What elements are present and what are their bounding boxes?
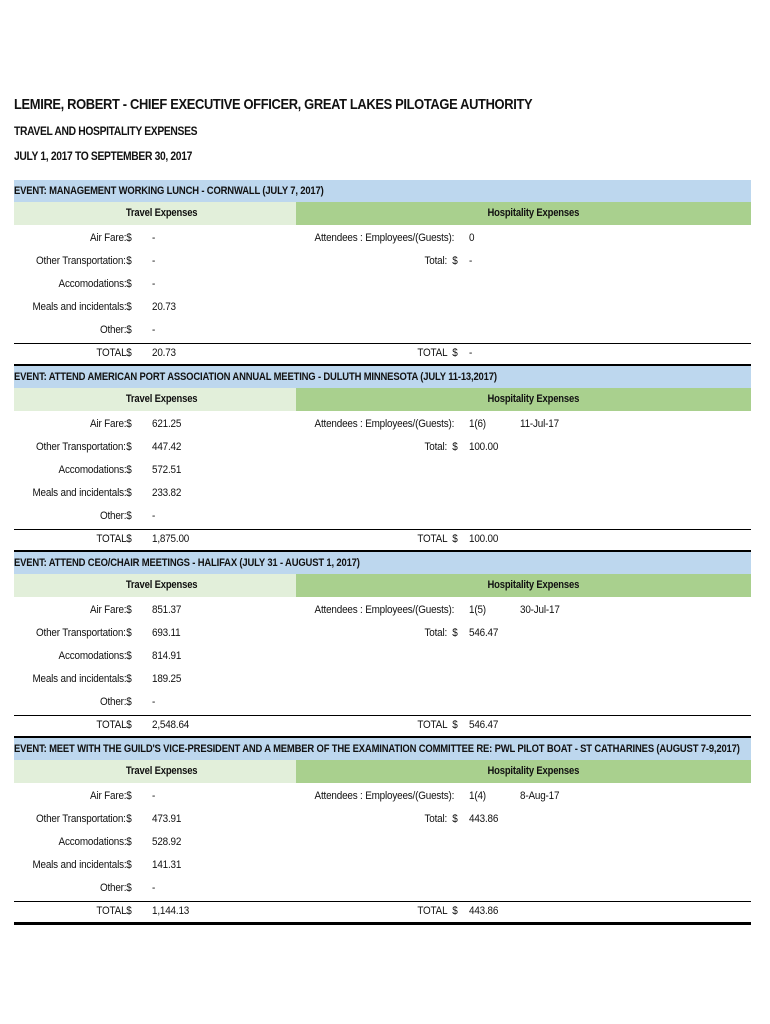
currency-symbol: $ (126, 882, 132, 894)
air-fare-label: Air Fare: (89, 232, 126, 244)
currency-symbol: $ (452, 905, 458, 917)
event-block (14, 738, 751, 924)
report-period: JULY 1, 2017 TO SEPTEMBER 30, 2017 (14, 149, 192, 163)
other-transportation-label: Other Transportation: (36, 441, 126, 453)
hospitality-date: 11-Jul-17 (520, 418, 559, 430)
currency-symbol: $ (126, 790, 132, 802)
hospitality-expenses-header: Hospitality Expenses (487, 579, 580, 591)
hospitality-grand-total-value: 546.47 (469, 719, 499, 731)
travel-expenses-header: Travel Expenses (125, 765, 198, 777)
air-fare-label: Air Fare: (89, 418, 126, 430)
other-value: - (152, 510, 156, 522)
hospitality-grand-total-value: 100.00 (469, 533, 499, 545)
air-fare-label: Air Fare: (89, 604, 126, 616)
attendees-value: 1(6) (469, 418, 486, 430)
other-label: Other: (99, 324, 126, 336)
air-fare-value: - (152, 232, 156, 244)
currency-symbol: $ (126, 533, 132, 545)
attendees-value: 0 (469, 232, 475, 244)
event-block (14, 366, 751, 552)
other-transportation-label: Other Transportation: (36, 813, 126, 825)
travel-expenses-header: Travel Expenses (125, 207, 198, 219)
currency-symbol: $ (126, 487, 132, 499)
hospitality-date: 30-Jul-17 (520, 604, 560, 616)
currency-symbol: $ (126, 604, 132, 616)
other-transportation-value: 473.91 (152, 813, 182, 825)
currency-symbol: $ (126, 324, 132, 336)
travel-expenses-header: Travel Expenses (125, 393, 198, 405)
hospitality-total-value: 546.47 (469, 627, 499, 639)
other-transportation-label: Other Transportation: (36, 627, 126, 639)
attendees-label: Attendees : Employees/(Guests): (314, 232, 455, 244)
attendees-value: 1(5) (469, 604, 486, 616)
currency-symbol: $ (126, 905, 132, 917)
currency-symbol: $ (126, 301, 132, 313)
meals-label: Meals and incidentals: (31, 859, 126, 871)
event-block (14, 180, 751, 366)
report-title: LEMIRE, ROBERT - CHIEF EXECUTIVE OFFICER, GREAT LAKES PILOTAGE AUTHORITY (14, 96, 533, 113)
currency-symbol: $ (452, 719, 458, 731)
currency-symbol: $ (452, 533, 458, 545)
accomodations-value: 528.92 (152, 836, 182, 848)
accomodations-label: Accomodations: (58, 278, 126, 290)
other-transportation-value: - (152, 255, 156, 267)
hospitality-date: 8-Aug-17 (520, 790, 560, 802)
event-title: EVENT: ATTEND CEO/CHAIR MEETINGS - HALIFAX (JULY 31 - AUGUST 1, 2017) (14, 552, 751, 574)
currency-symbol: $ (126, 859, 132, 871)
hospitality-expenses-header: Hospitality Expenses (487, 207, 580, 219)
currency-symbol: $ (126, 696, 132, 708)
travel-total-value: 1,144.13 (152, 905, 190, 917)
travel-total-label: TOTAL (95, 719, 126, 731)
air-fare-label: Air Fare: (89, 790, 126, 802)
currency-symbol: $ (452, 627, 458, 639)
hospitality-date (520, 227, 600, 249)
event-block (14, 552, 751, 738)
travel-expenses-header: Travel Expenses (125, 579, 198, 591)
report-subtitle: TRAVEL AND HOSPITALITY EXPENSES (14, 124, 198, 138)
other-value: - (152, 324, 156, 336)
event-title: EVENT: MEET WITH THE GUILD'S VICE-PRESIDENT AND A MEMBER OF THE EXAMINATION COMMITTEE RE: PWL PILOT BOAT - ST CATHARINES (AUGUST 7-9,2017) (14, 738, 751, 760)
accomodations-label: Accomodations: (58, 836, 126, 848)
meals-label: Meals and incidentals: (31, 301, 126, 313)
accomodations-value: 814.91 (152, 650, 182, 662)
currency-symbol: $ (126, 673, 132, 685)
hospitality-grand-total-label: TOTAL (416, 347, 447, 359)
hospitality-grand-total-value: 443.86 (469, 905, 499, 917)
other-value: - (152, 882, 156, 894)
event-title: EVENT: ATTEND AMERICAN PORT ASSOCIATION ANNUAL MEETING - DULUTH MINNESOTA (JULY 11-13,2017) (14, 366, 751, 388)
air-fare-value: 621.25 (152, 418, 182, 430)
attendees-label: Attendees : Employees/(Guests): (314, 418, 455, 430)
hospitality-total-label: Total: (424, 627, 447, 639)
attendees-label: Attendees : Employees/(Guests): (314, 604, 455, 616)
travel-total-label: TOTAL (95, 533, 126, 545)
hospitality-grand-total-label: TOTAL (416, 533, 447, 545)
hospitality-grand-total-label: TOTAL (416, 719, 447, 731)
attendees-value: 1(4) (469, 790, 486, 802)
other-value: - (152, 696, 156, 708)
meals-value: 20.73 (152, 301, 176, 313)
currency-symbol: $ (126, 836, 132, 848)
meals-label: Meals and incidentals: (31, 487, 126, 499)
travel-total-value: 2,548.64 (152, 719, 190, 731)
currency-symbol: $ (126, 719, 132, 731)
hospitality-expenses-header: Hospitality Expenses (487, 765, 580, 777)
hospitality-total-label: Total: (424, 255, 447, 267)
meals-label: Meals and incidentals: (31, 673, 126, 685)
other-transportation-label: Other Transportation: (36, 255, 126, 267)
other-label: Other: (99, 882, 126, 894)
hospitality-total-label: Total: (424, 441, 447, 453)
air-fare-value: - (152, 790, 156, 802)
other-transportation-value: 693.11 (152, 627, 181, 639)
travel-total-value: 1,875.00 (152, 533, 190, 545)
accomodations-label: Accomodations: (58, 650, 126, 662)
event-title: EVENT: MANAGEMENT WORKING LUNCH - CORNWALL (JULY 7, 2017) (14, 180, 751, 202)
hospitality-total-value: 443.86 (469, 813, 499, 825)
accomodations-label: Accomodations: (58, 464, 126, 476)
currency-symbol: $ (452, 813, 458, 825)
currency-symbol: $ (126, 441, 132, 453)
currency-symbol: $ (126, 255, 132, 267)
hospitality-total-label: Total: (424, 813, 447, 825)
currency-symbol: $ (126, 510, 132, 522)
other-label: Other: (99, 696, 126, 708)
currency-symbol: $ (126, 464, 132, 476)
hospitality-total-value: 100.00 (469, 441, 499, 453)
meals-value: 141.31 (152, 859, 182, 871)
air-fare-value: 851.37 (152, 604, 182, 616)
hospitality-grand-total-label: TOTAL (416, 905, 447, 917)
hospitality-grand-total-value: - (469, 347, 473, 359)
hospitality-total-value: - (469, 255, 473, 267)
currency-symbol: $ (126, 347, 132, 359)
currency-symbol: $ (126, 418, 132, 430)
other-label: Other: (99, 510, 126, 522)
meals-value: 189.25 (152, 673, 182, 685)
meals-value: 233.82 (152, 487, 182, 499)
accomodations-value: 572.51 (152, 464, 182, 476)
currency-symbol: $ (126, 627, 132, 639)
currency-symbol: $ (126, 278, 132, 290)
other-transportation-value: 447.42 (152, 441, 182, 453)
currency-symbol: $ (126, 813, 132, 825)
travel-total-label: TOTAL (95, 905, 126, 917)
travel-total-value: 20.73 (152, 347, 176, 359)
accomodations-value: - (152, 278, 156, 290)
currency-symbol: $ (126, 232, 132, 244)
currency-symbol: $ (452, 255, 458, 267)
currency-symbol: $ (452, 441, 458, 453)
travel-total-label: TOTAL (95, 347, 126, 359)
currency-symbol: $ (452, 347, 458, 359)
event-end-divider (14, 922, 751, 925)
currency-symbol: $ (126, 650, 132, 662)
attendees-label: Attendees : Employees/(Guests): (314, 790, 455, 802)
hospitality-expenses-header: Hospitality Expenses (487, 393, 580, 405)
